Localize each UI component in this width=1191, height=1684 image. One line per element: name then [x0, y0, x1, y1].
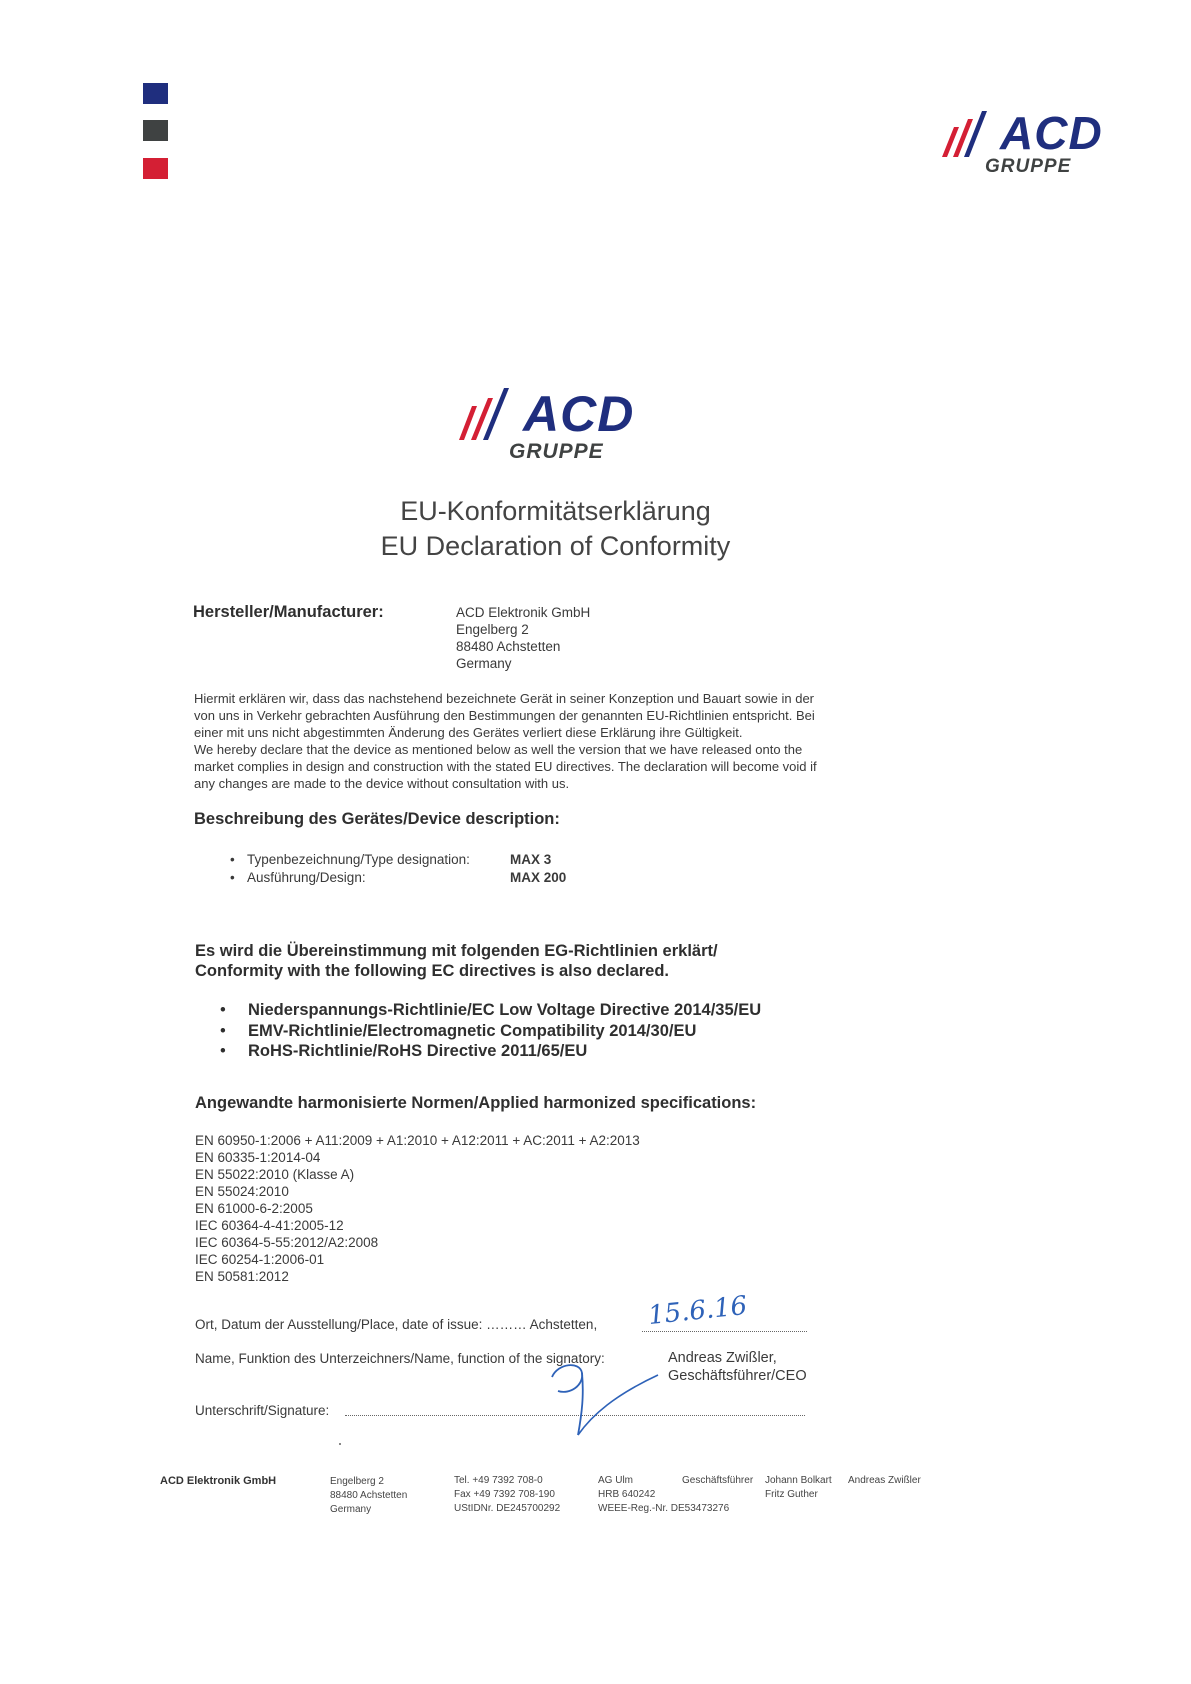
manufacturer-line: Engelberg 2 — [456, 622, 529, 637]
bullet-icon: • — [220, 1001, 226, 1019]
norm-item: EN 50581:2012 — [195, 1269, 289, 1284]
conformity-heading — [195, 941, 718, 981]
logo-sub: GRUPPE — [509, 440, 604, 463]
footer-line: UStIDNr. DE245700292 — [454, 1503, 561, 1514]
signature-label: Unterschrift/Signature: — [195, 1403, 330, 1418]
gray-square — [143, 120, 168, 141]
intro-line: von uns in Verkehr gebrachten Ausführung den Bestimmungen der genannten EU-Richtlinien entspricht. Bei — [194, 708, 815, 723]
footer-contact — [454, 1474, 560, 1516]
norm-item: IEC 60364-4-41:2005-12 — [195, 1218, 344, 1233]
logo-brand: ACD — [523, 386, 635, 442]
norm-item: EN 55024:2010 — [195, 1184, 289, 1199]
device-item-label: Typenbezeichnung/Type designation: — [247, 852, 470, 867]
handwritten-date: 15.6.16 — [646, 1290, 749, 1332]
title-en: EU Declaration of Conformity — [380, 531, 731, 561]
footer-line: HRB 640242 — [598, 1489, 656, 1500]
manufacturer-address — [456, 604, 590, 672]
title-de: EU-Konformitätserklärung — [400, 496, 711, 526]
directive-item — [220, 1000, 920, 1021]
directive-item — [220, 1021, 920, 1042]
directive-text: RoHS-Richtlinie/RoHS Directive 2011/65/EU — [248, 1042, 588, 1060]
directive-text: EMV-Richtlinie/Electromagnetic Compatibility 2014/30/EU — [248, 1021, 697, 1040]
device-item-label: Ausführung/Design: — [247, 870, 366, 885]
small-mark — [339, 1443, 341, 1445]
norm-item: EN 55022:2010 (Klasse A) — [195, 1167, 355, 1182]
norm-item: IEC 60364-5-55:2012/A2:2008 — [195, 1235, 379, 1250]
footer-line: Germany — [330, 1504, 372, 1515]
manufacturer-line: Germany — [456, 656, 512, 671]
norm-item: IEC 60254-1:2006-01 — [195, 1252, 325, 1267]
manufacturer-label: Hersteller/Manufacturer: — [193, 603, 384, 621]
signatory-name: Andreas Zwißler, — [668, 1350, 777, 1366]
bullet-icon: • — [230, 870, 235, 885]
footer-line: WEEE-Reg.-Nr. DE53473276 — [598, 1503, 730, 1514]
device-item-value: MAX 3 — [510, 852, 552, 867]
intro-line: any changes are made to the device without consultation with us. — [194, 776, 570, 791]
directive-text: Niederspannungs-Richtlinie/EC Low Voltage Directive 2014/35/EU — [248, 1001, 762, 1019]
intro-paragraph — [194, 690, 934, 792]
signature-scribble — [540, 1355, 670, 1440]
intro-line: We hereby declare that the device as mentioned below as well the version that we have released onto the — [194, 742, 803, 757]
norm-item: EN 61000-6-2:2005 — [195, 1201, 313, 1216]
device-item-value: MAX 200 — [510, 870, 567, 885]
footer-manager-3: Andreas Zwißler — [848, 1475, 921, 1486]
norms-heading: Angewandte harmonisierte Normen/Applied harmonized specifications: — [195, 1094, 757, 1112]
red-square — [143, 158, 168, 179]
conformity-heading-en: Conformity with the following EC directives is also declared. — [195, 962, 670, 980]
footer-line: Fax +49 7392 708-190 — [454, 1489, 555, 1500]
intro-line: Hiermit erklären wir, dass das nachstehend bezeichnete Gerät in seiner Konzeption und Bauart sowie in der — [194, 691, 815, 706]
footer-managers — [765, 1474, 832, 1502]
footer-company: ACD Elektronik GmbH — [160, 1475, 277, 1487]
intro-line: einer mit uns nicht abgestimmten Änderung des Gerätes verliert diese Erklärung ihre Gültigkeit. — [194, 725, 743, 740]
device-heading: Beschreibung des Gerätes/Device description: — [194, 810, 560, 828]
acd-logo-center — [455, 380, 675, 470]
conformity-heading-de: Es wird die Übereinstimmung mit folgenden EG-Richtlinien erklärt/ — [195, 942, 718, 960]
logo-sub: GRUPPE — [985, 156, 1072, 177]
footer-line: Fritz Guther — [765, 1489, 818, 1500]
footer-line: AG Ulm — [598, 1475, 633, 1486]
intro-line: market complies in design and construction with the stated EU directives. The declaration will become void if — [194, 759, 817, 774]
footer-line: Tel. +49 7392 708-0 — [454, 1475, 543, 1486]
signatory-label: Name, Funktion des Unterzeichners/Name, function of the signatory: — [195, 1351, 605, 1366]
acd-logo-header — [940, 100, 1120, 180]
footer-line: 88480 Achstetten — [330, 1490, 408, 1501]
directive-list — [220, 1000, 920, 1062]
norms-list — [195, 1132, 640, 1285]
footer-management-label: Geschäftsführer — [682, 1475, 754, 1486]
signatory-block — [668, 1349, 807, 1385]
footer-line: Johann Bolkart — [765, 1475, 832, 1486]
date-dotted-line — [642, 1331, 807, 1332]
bullet-icon: • — [230, 852, 235, 867]
norm-item: EN 60335-1:2014-04 — [195, 1150, 321, 1165]
place-date-label: Ort, Datum der Ausstellung/Place, date of issue: ……… Achstetten, — [195, 1317, 598, 1332]
footer-address — [330, 1475, 407, 1517]
manufacturer-line: 88480 Achstetten — [456, 639, 561, 654]
bullet-icon: • — [220, 1042, 226, 1060]
directive-item — [220, 1041, 920, 1062]
bullet-icon: • — [220, 1021, 226, 1040]
manufacturer-line: ACD Elektronik GmbH — [456, 605, 591, 620]
logo-brand: ACD — [1000, 107, 1103, 159]
navy-square — [143, 83, 168, 104]
footer-line: Engelberg 2 — [330, 1476, 384, 1487]
norm-item: EN 60950-1:2006 + A11:2009 + A1:2010 + A12:2011 + AC:2011 + A2:2013 — [195, 1133, 640, 1148]
signatory-role: Geschäftsführer/CEO — [668, 1368, 807, 1384]
